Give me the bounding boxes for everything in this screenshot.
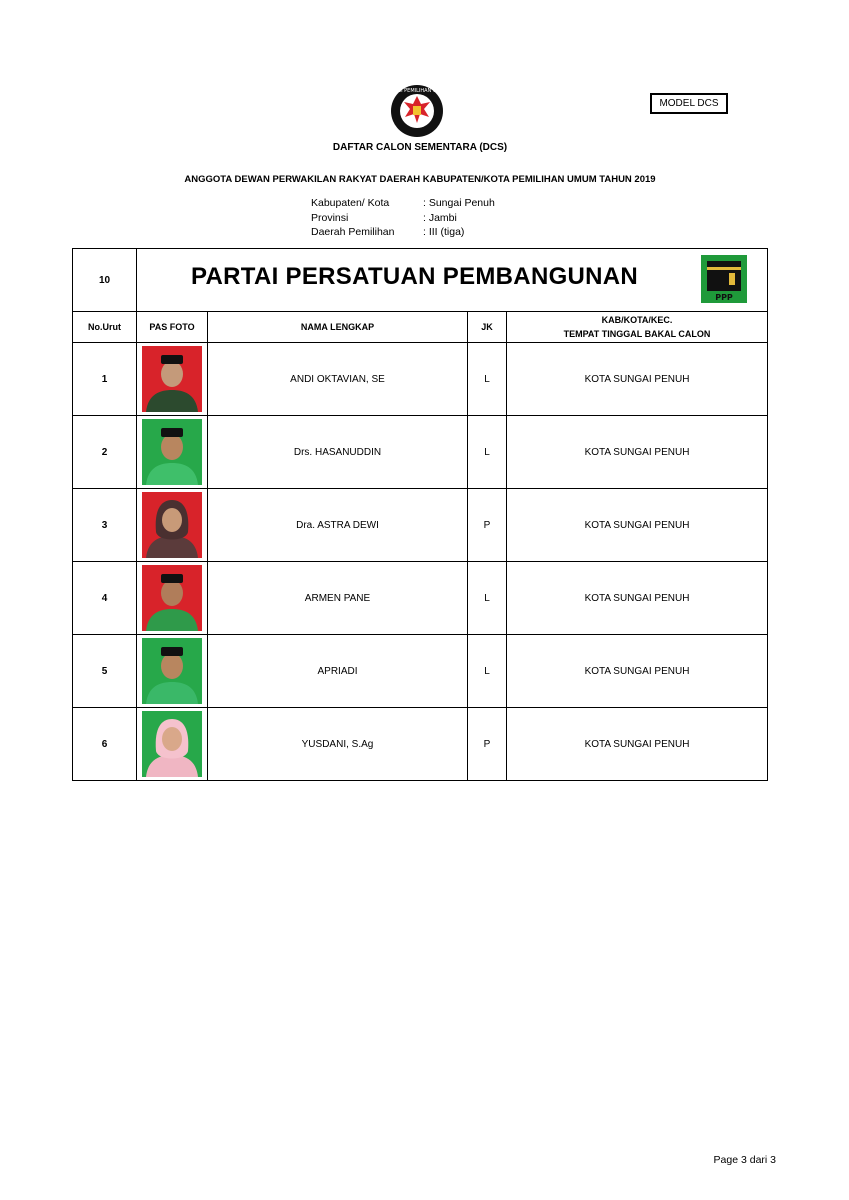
- meta-value: : III (tiga): [423, 226, 465, 238]
- candidate-name: ARMEN PANE: [208, 562, 468, 635]
- candidate-jk: L: [468, 416, 507, 489]
- photo-cell: [137, 708, 208, 781]
- meta-row-provinsi: [311, 211, 495, 226]
- photo-face: [162, 727, 182, 751]
- ppp-logo-text: PPP: [715, 293, 733, 302]
- region-info: [311, 196, 495, 240]
- photo-cell: [137, 343, 208, 416]
- photo-peci: [161, 647, 183, 656]
- photo-cell: [137, 489, 208, 562]
- candidate-no: 6: [73, 708, 137, 781]
- meta-row-kabupaten: [311, 196, 495, 211]
- candidate-residence: KOTA SUNGAI PENUH: [507, 635, 768, 708]
- photo-face: [161, 580, 183, 606]
- candidate-residence: KOTA SUNGAI PENUH: [507, 343, 768, 416]
- logo-text: KOMISI PEMILIHAN UMUM: [385, 88, 449, 94]
- candidate-jk: P: [468, 708, 507, 781]
- photo-cell: [137, 635, 208, 708]
- col-residence-line1: KAB/KOTA/KEC.: [601, 315, 673, 325]
- meta-row-dapil: [311, 225, 495, 240]
- ppp-logo: [701, 255, 747, 303]
- candidate-no: 4: [73, 562, 137, 635]
- col-name: NAMA LENGKAP: [208, 312, 468, 343]
- col-residence: [507, 312, 768, 343]
- meta-label: Daerah Pemilihan: [311, 226, 395, 238]
- col-photo: PAS FOTO: [137, 312, 208, 343]
- candidate-jk: L: [468, 562, 507, 635]
- candidate-name: Dra. ASTRA DEWI: [208, 489, 468, 562]
- kpu-logo: [385, 84, 449, 138]
- candidate-name: Drs. HASANUDDIN: [208, 416, 468, 489]
- candidate-jk: L: [468, 635, 507, 708]
- photo-cell: [137, 562, 208, 635]
- photo-peci: [161, 428, 183, 437]
- meta-value: : Sungai Penuh: [423, 197, 495, 209]
- table-row: [73, 416, 768, 489]
- candidate-photo: [142, 638, 202, 704]
- candidate-jk: P: [468, 489, 507, 562]
- candidate-photo: [142, 565, 202, 631]
- candidate-photo: [142, 711, 202, 777]
- col-residence-line2: TEMPAT TINGGAL BAKAL CALON: [563, 329, 711, 339]
- photo-face: [161, 434, 183, 460]
- photo-face: [161, 653, 183, 679]
- candidate-no: 3: [73, 489, 137, 562]
- candidate-residence: KOTA SUNGAI PENUH: [507, 416, 768, 489]
- table-row: [73, 708, 768, 781]
- candidate-no: 2: [73, 416, 137, 489]
- party-number: 10: [73, 249, 137, 312]
- kaaba-icon: [707, 261, 741, 291]
- photo-peci: [161, 574, 183, 583]
- party-row: [73, 249, 768, 312]
- party-name: PARTAI PERSATUAN PEMBANGUNAN: [191, 263, 639, 290]
- kaaba-band: [707, 267, 741, 270]
- candidate-photo: [142, 492, 202, 558]
- candidate-no: 5: [73, 635, 137, 708]
- candidate-photo: [142, 346, 202, 412]
- model-dcs-label: MODEL DCS: [650, 93, 728, 114]
- candidate-residence: KOTA SUNGAI PENUH: [507, 489, 768, 562]
- table-row: [73, 635, 768, 708]
- table-header: [73, 312, 768, 343]
- page-number: Page 3 dari 3: [713, 1154, 776, 1166]
- table-row: [73, 343, 768, 416]
- candidate-table: [72, 248, 768, 781]
- candidate-photo: [142, 419, 202, 485]
- candidate-jk: L: [468, 343, 507, 416]
- photo-face: [162, 508, 182, 532]
- table-row: [73, 489, 768, 562]
- candidate-no: 1: [73, 343, 137, 416]
- meta-label: Kabupaten/ Kota: [311, 197, 390, 209]
- table-row: [73, 562, 768, 635]
- meta-label: Provinsi: [311, 211, 349, 224]
- party-cell: [137, 249, 768, 312]
- document-subtitle: ANGGOTA DEWAN PERWAKILAN RAKYAT DAERAH KABUPATEN/KOTA PEMILIHAN UMUM TAHUN 2019: [184, 174, 656, 185]
- candidate-residence: KOTA SUNGAI PENUH: [507, 708, 768, 781]
- col-jk: JK: [468, 312, 507, 343]
- photo-face: [161, 361, 183, 387]
- col-no: No.Urut: [73, 312, 137, 343]
- photo-peci: [161, 355, 183, 364]
- candidate-name: APRIADI: [208, 635, 468, 708]
- candidate-residence: KOTA SUNGAI PENUH: [507, 562, 768, 635]
- kaaba-door: [729, 273, 735, 285]
- candidate-name: ANDI OKTAVIAN, SE: [208, 343, 468, 416]
- meta-value: : Jambi: [423, 211, 457, 224]
- candidate-name: YUSDANI, S.Ag: [208, 708, 468, 781]
- document-title: DAFTAR CALON SEMENTARA (DCS): [332, 142, 508, 153]
- photo-cell: [137, 416, 208, 489]
